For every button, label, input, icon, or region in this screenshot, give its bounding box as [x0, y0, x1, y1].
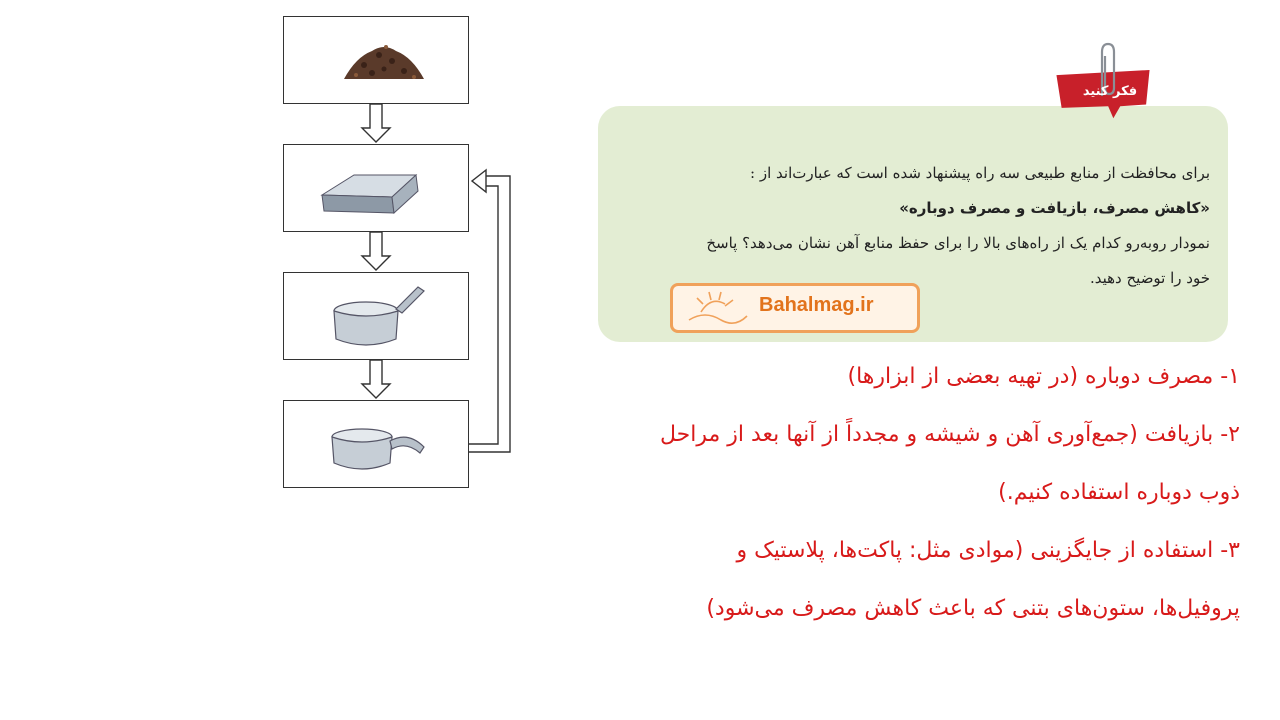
recycling-flow-diagram: [0, 0, 560, 520]
down-arrow-1: [362, 104, 390, 142]
return-arrow-head: [472, 170, 486, 192]
saucepan-icon: [284, 273, 470, 361]
card-line-3: نمودار روبه‌رو کدام یک از راه‌های بالا را برای حفظ منابع آهن نشان می‌دهد؟ پاسخ: [706, 234, 1210, 252]
card-line-2: «کاهش مصرف، بازیافت و مصرف دوباره»: [899, 199, 1210, 217]
stage-saucepan-box: [283, 272, 469, 360]
sun-logo-icon: [681, 290, 753, 328]
answer-line-4: ۳- استفاده از جایگزینی (موادی مثل: پاکت‌ها، پلاستیک و: [736, 538, 1240, 563]
stage-used-saucepan-box: [283, 400, 469, 488]
answer-line-5: پروفیل‌ها، ستون‌های بتنی که باعث کاهش مصرف می‌شود): [706, 596, 1240, 621]
iron-ingot-icon: [284, 145, 470, 233]
iron-ore-icon: [284, 17, 470, 105]
answers-block: [500, 348, 1240, 638]
down-arrow-3: [362, 360, 390, 398]
used-saucepan-icon: [284, 401, 470, 489]
answer-line-3: ذوب دوباره استفاده کنیم.): [998, 480, 1240, 505]
card-line-1: برای محافظت از منابع طبیعی سه راه پیشنهاد شده است که عبارت‌اند از :: [750, 164, 1210, 182]
watermark-text[interactable]: Bahalmag.ir: [759, 294, 874, 316]
card-line-4: خود را توضیح دهید.: [1089, 269, 1210, 287]
stage-ore-box: [283, 16, 469, 104]
watermark-badge[interactable]: [670, 283, 920, 333]
stage-ingot-box: [283, 144, 469, 232]
down-arrow-2: [362, 232, 390, 270]
flow-arrows: [0, 0, 560, 520]
answer-line-1: ۱- مصرف دوباره (در تهیه بعضی از ابزارها): [847, 364, 1240, 389]
think-tag-label: فکر کنید: [1082, 84, 1138, 99]
answer-line-2: ۲- بازیافت (جمع‌آوری آهن و شیشه و مجدداً از آنها بعد از مراحل: [659, 422, 1240, 447]
